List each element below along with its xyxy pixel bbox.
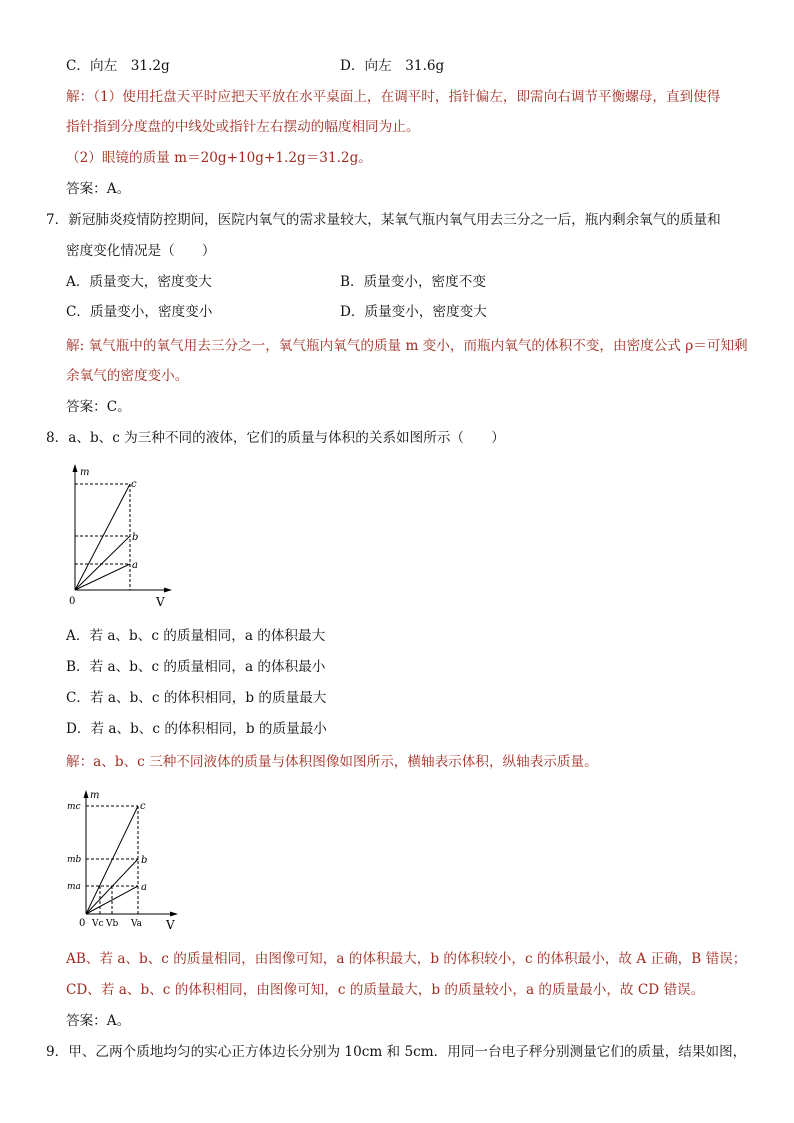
q8-solution-figure <box>64 784 190 934</box>
q7-solution-line-2: 余氧气的密度变小。 <box>66 368 189 384</box>
fig2-x-tick-vb: Vb <box>106 919 119 929</box>
q8-solution-line-2: AB、若 a、b、c 的质量相同，由图像可知，a 的体积最大，b 的体积较小，c 的体积最小，故 A 正确，B 错误； <box>66 951 747 967</box>
q8-solution-line-3: CD、若 a、b、c 的体积相同，由图像可知，c 的质量最大，b 的质量较小，a 的质量最小，故 CD 错误。 <box>66 982 705 998</box>
q7-option-d: D．质量变小，密度变大 <box>340 304 487 320</box>
q7-stem-line-1: 7．新冠肺炎疫情防控期间，医院内氧气的需求量较大，某氧气瓶内氧气用去三分之一后，瓶内剩余氧气的质量和 <box>46 212 721 228</box>
q8-option-a: A．若 a、b、c 的质量相同，a 的体积最大 <box>66 628 326 644</box>
fig2-line-b-label: b <box>141 855 148 866</box>
fig2-x-tick-vc: Vc <box>92 919 104 929</box>
q6-option-d: D．向左 31.6g <box>340 58 445 74</box>
q7-stem-line-2: 密度变化情况是（ ） <box>66 243 216 259</box>
q8-figure-mass-volume <box>60 458 180 614</box>
fig1-line-c-label: c <box>131 479 137 490</box>
q7-option-a: A．质量变大，密度变大 <box>66 274 212 290</box>
fig2-y-tick-mc: mc <box>67 802 81 812</box>
q9-stem: 9．甲、乙两个质地均匀的实心正方体边长分别为 10cm 和 5cm．用同一台电子秤分别测量它们的质量，结果如图， <box>46 1044 747 1060</box>
q7-answer: 答案：C。 <box>66 399 131 415</box>
fig1-line-a-label: a <box>132 560 138 571</box>
q7-option-c: C．质量变小，密度变小 <box>66 304 213 320</box>
fig2-x-axis-label: V <box>166 918 175 932</box>
q8-option-d: D．若 a、b、c 的体积相同，b 的质量最小 <box>66 721 327 737</box>
q7-option-b: B．质量变小，密度不变 <box>340 274 486 290</box>
q8-stem: 8．a、b、c 为三种不同的液体，它们的质量与体积的关系如图所示（ ） <box>46 430 505 446</box>
fig1-origin-label: 0 <box>69 596 76 607</box>
q7-solution-line-1: 解: 氧气瓶中的氧气用去三分之一，氧气瓶内氧气的质量 m 变小，而瓶内氧气的体积不变，由密度公式 ρ＝可知剩 <box>66 338 748 354</box>
q8-option-b: B．若 a、b、c 的质量相同，a 的体积最小 <box>66 659 326 675</box>
q8-option-c: C．若 a、b、c 的体积相同，b 的质量最大 <box>66 690 327 706</box>
fig2-y-tick-ma: ma <box>67 882 81 892</box>
fig2-x-tick-va: Va <box>131 919 143 929</box>
q6-answer: 答案：A。 <box>66 181 131 197</box>
q6-option-c: C．向左 31.2g <box>66 58 170 74</box>
q6-solution-line-3: （2）眼镜的质量 m＝20g+10g+1.2g＝31.2g。 <box>66 150 372 166</box>
fig1-y-axis-label: m <box>80 467 90 478</box>
q8-answer: 答案：A。 <box>66 1013 131 1029</box>
q6-solution-line-2: 指针指到分度盘的中线处或指针左右摆动的幅度相同为止。 <box>66 119 420 135</box>
fig2-y-axis-label: m <box>90 790 100 801</box>
fig2-line-a-label: a <box>141 882 147 893</box>
fig1-line-b-label: b <box>132 532 139 543</box>
q6-solution-line-1: 解：（1）使用托盘天平时应把天平放在水平桌面上，在调平时，指针偏左，即需向右调节平衡螺母，直到使得 <box>66 89 721 105</box>
q8-solution-line-1: 解：a、b、c 三种不同液体的质量与体积图像如图所示，横轴表示体积，纵轴表示质量。 <box>66 754 598 770</box>
fig2-origin-label: 0 <box>79 918 86 929</box>
fig2-y-tick-mb: mb <box>67 855 82 865</box>
fig1-x-axis-label: V <box>156 595 165 609</box>
fig2-line-c-label: c <box>140 801 146 812</box>
